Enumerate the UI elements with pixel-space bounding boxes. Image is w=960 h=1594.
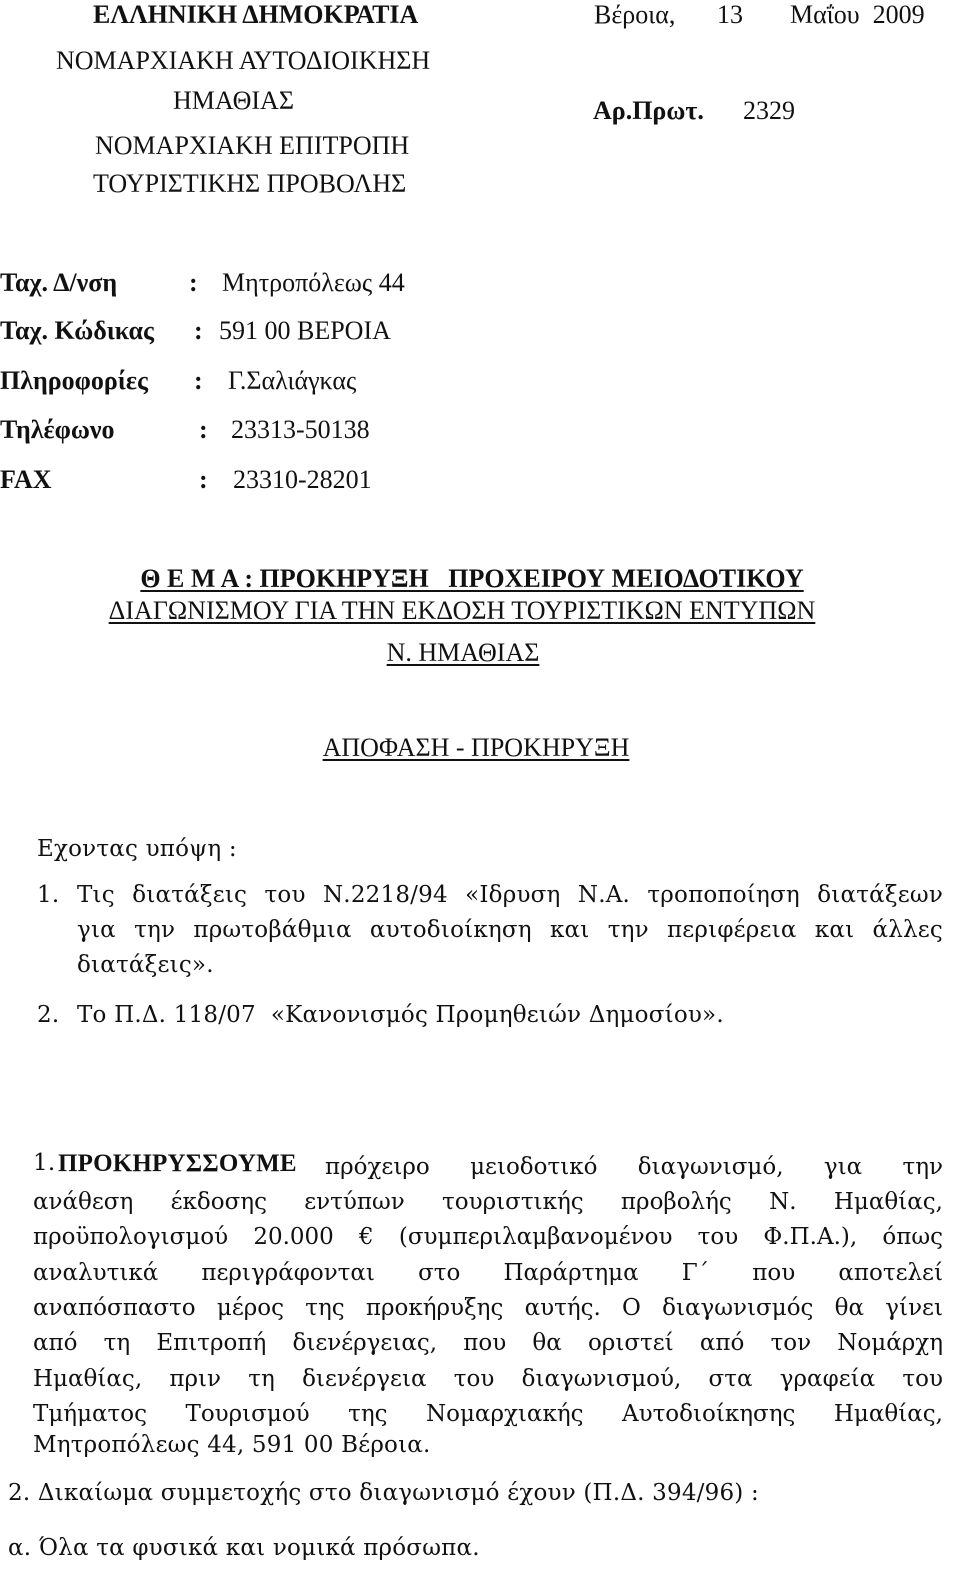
body-p2a: α. Όλα τα φυσικά και νομικά πρόσωπα. <box>8 1535 480 1561</box>
body-p1-line-8: Τμήματος Τουρισμού της Νομαρχιακής Αυτοδιοίκησης Ημαθίας, <box>33 1401 943 1427</box>
body-p1-line-1: πρόχειρο μειοδοτικό διαγωνισμό, για την <box>325 1154 943 1180</box>
contact-fax-label: FAX <box>0 465 52 494</box>
contact-info-value: Γ.Σαλιάγκας <box>228 366 357 395</box>
contact-info-label: Πληροφορίες <box>0 366 148 395</box>
contact-address-value: Μητροπόλεως 44 <box>222 268 405 297</box>
contact-phone-value: 23313-50138 <box>231 415 370 444</box>
considering-item-1-line-2: για την πρωτοβάθμια αυτοδιοίκηση και την περιφέρεια και άλλες <box>77 917 943 943</box>
contact-postcode-label: Ταχ. Κώδικας <box>0 316 154 345</box>
body-p1-line-6: από τη Επιτροπή διενέργειας, που θα οριστεί από τον Νομάρχη <box>33 1330 943 1356</box>
protocol-label: Αρ.Πρωτ. <box>593 96 704 125</box>
header-line-imathia: ΗΜΑΘΙΑΣ <box>173 86 294 115</box>
date-month-year: Μαΐου 2009 <box>790 0 925 29</box>
body-p1-line-7: Ημαθίας, πριν τη διενέργεια του διαγωνισμού, στα γραφεία του <box>33 1366 943 1392</box>
considering-item-2-line-1: Το Π.Δ. 118/07 «Κανονισμός Προμηθειών Δημοσίου». <box>77 1002 724 1028</box>
subject-line-3: Ν. ΗΜΑΘΙΑΣ <box>386 638 540 667</box>
body-p1-num: 1. <box>33 1150 56 1176</box>
date-place: Βέροια, <box>594 0 676 29</box>
body-p1-line-4: αναλυτικά περιγράφονται στο Παράρτημα Γ΄ που αποτελεί <box>33 1260 943 1286</box>
header-line-committee: ΝΟΜΑΡΧΙΑΚΗ ΕΠΙΤΡΟΠΗ <box>95 131 410 160</box>
considering-item-1-line-1: Τις διατάξεις του Ν.2218/94 «Ιδρυση Ν.Α. τροποποίηση διατάξεων <box>77 882 943 908</box>
considering-intro: Εχοντας υπόψη : <box>37 836 237 862</box>
considering-item-2-num: 2. <box>37 1002 60 1028</box>
contact-info-sep: : <box>194 366 203 395</box>
body-p1-line-2: ανάθεση έκδοσης εντύπων τουριστικής προβολής Ν. Ημαθίας, <box>33 1189 943 1215</box>
subject-line-1: Θ Ε Μ Α : ΠΡΟΚΗΡΥΞΗ ΠΡΟΧΕΙΡΟΥ ΜΕΙΟΔΟΤΙΚΟΥ <box>140 564 804 593</box>
body-p2: 2. Δικαίωμα συμμετοχής στο διαγωνισμό έχουν (Π.Δ. 394/96) : <box>8 1480 759 1506</box>
contact-phone-sep: : <box>199 415 208 444</box>
body-p1-line-3: προϋπολογισμού 20.000 € (συμπεριλαμβανομένου του Φ.Π.Α.), όπως <box>33 1224 943 1250</box>
body-p1-line-5: αναπόσπαστο μέρος της προκήρυξης αυτής. Ο διαγωνισμός θα γίνει <box>33 1295 943 1321</box>
considering-item-1-num: 1. <box>37 882 60 908</box>
date-day: 13 <box>717 0 743 29</box>
body-p1-bold: ΠΡΟΚΗΡΥΣΣΟΥΜΕ <box>58 1150 297 1177</box>
contact-fax-value: 23310-28201 <box>233 465 372 494</box>
body-p1-line-9: Μητροπόλεως 44, 591 00 Βέροια. <box>33 1432 431 1458</box>
contact-address-sep: : <box>189 268 198 297</box>
subject-line-2: ΔΙΑΓΩΝΙΣΜΟΥ ΓΙΑ ΤΗΝ ΕΚΔΟΣΗ ΤΟΥΡΙΣΤΙΚΩΝ ΕΝΤΥΠΩΝ <box>108 596 816 625</box>
considering-item-1-line-3: διατάξεις». <box>77 952 214 978</box>
contact-fax-sep: : <box>199 465 208 494</box>
header-line-republic: ΕΛΛΗΝΙΚΗ ΔΗΜΟΚΡΑΤΙΑ <box>93 0 419 29</box>
contact-phone-label: Τηλέφωνο <box>0 415 115 444</box>
contact-address-label: Ταχ. Δ/νση <box>0 268 118 297</box>
protocol-number: 2329 <box>743 96 795 125</box>
contact-postcode-sep: : <box>194 316 203 345</box>
header-line-tourism: ΤΟΥΡΙΣΤΙΚΗΣ ΠΡΟΒΟΛΗΣ <box>93 169 407 198</box>
decision-title: ΑΠΟΦΑΣΗ - ΠΡΟΚΗΡΥΞΗ <box>322 733 630 762</box>
header-line-prefecture: ΝΟΜΑΡΧΙΑΚΗ ΑΥΤΟΔΙΟΙΚΗΣΗ <box>56 46 431 75</box>
contact-postcode-value: 591 00 ΒΕΡΟΙΑ <box>219 316 391 345</box>
